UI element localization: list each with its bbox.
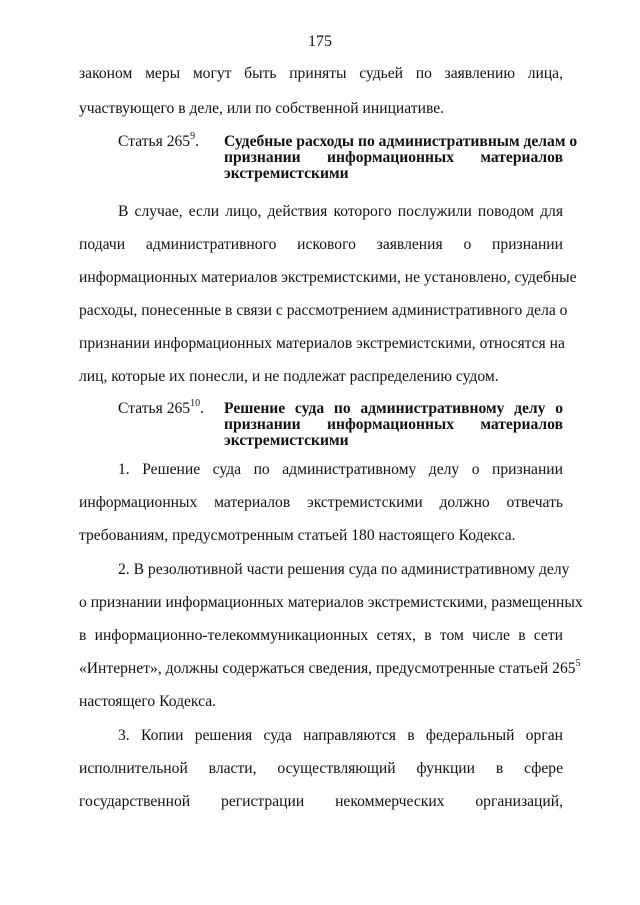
body-line: настоящего Кодекса.	[79, 693, 217, 710]
article-title: Судебные расходы по административным делам о признании информационных материалов экстремистскими	[224, 133, 578, 182]
body-line: «Интернет», должны содержаться сведения, предусмотренные статьей $265^5$	[79, 657, 581, 677]
body-line: в информационно-телекоммуникационных сетях, в том числе в сети	[79, 627, 563, 644]
body-line: о признании информационных материалов экстремистскими, размещенных	[79, 594, 583, 611]
body-line: признании информационных материалов экстремистскими, относятся на	[79, 335, 565, 352]
body-line: В случае, если лицо, действия которого послужили поводом для	[118, 203, 563, 220]
body-line: 1. Решение суда по административному делу о признании	[118, 461, 563, 478]
body-line: лиц, которые их понесли, и не подлежат распределению судом.	[79, 368, 499, 385]
body-line: расходы, понесенные в связи с рассмотрением административного дела о	[79, 302, 568, 319]
body-line: государственной регистрации некоммерческих организаций,	[79, 793, 563, 810]
body-line: законом меры могут быть приняты судьей по заявлению лица,	[79, 65, 563, 82]
body-line: исполнительной власти, осуществляющий функции в сфере	[79, 760, 563, 777]
body-line: информационных материалов экстремистскими, не установлено, судебные	[79, 269, 577, 286]
body-line: 3. Копии решения суда направляются в федеральный орган	[118, 727, 563, 744]
article-label: Статья $265^{10}$.	[118, 397, 205, 417]
body-line: участвующего в деле, или по собственной инициативе.	[79, 100, 445, 117]
body-line: подачи административного искового заявления о признании	[79, 236, 563, 253]
article-label: Статья $265^9$.	[118, 130, 200, 150]
body-line: требованиям, предусмотренным статьей 180 настоящего Кодекса.	[79, 527, 516, 544]
body-line: информационных материалов экстремистскими должно отвечать	[79, 494, 563, 511]
article-title: Решение суда по административному делу о признании информационных материалов экстремистскими	[224, 400, 563, 449]
body-line: 2. В резолютивной части решения суда по административному делу	[118, 561, 570, 578]
page-number: 175	[308, 33, 332, 50]
